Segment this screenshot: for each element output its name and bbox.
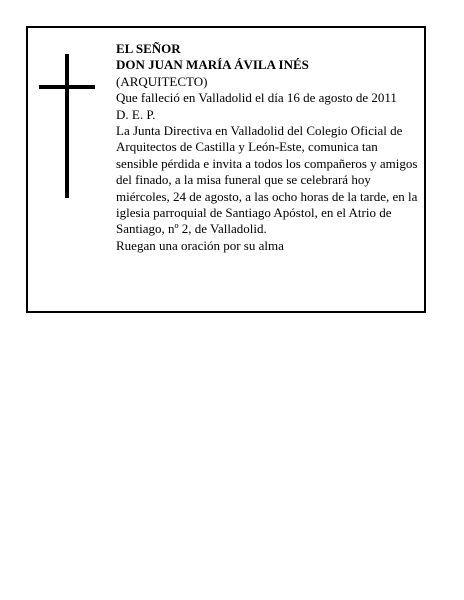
rip-line: D. E. P. <box>116 106 156 122</box>
title-line: EL SEÑOR <box>116 41 181 56</box>
deceased-name: DON JUAN MARÍA ÁVILA INÉS <box>116 57 309 73</box>
cross-icon <box>65 54 69 198</box>
cross-icon-bar <box>39 85 95 89</box>
obituary-notice <box>26 26 426 313</box>
announcement-body: La Junta Directiva en Valladolid del Colegio Oficial de Arquitectos de Castilla y León-Este, comunica tan sensible pérdida e invita a todos los compañeros y amigos del finado, a la misa funeral que se celebrará hoy miércoles, 24 de agosto, a las ocho horas de la tarde, en la iglesia parroquial de Santiago Apóstol, en el Atrio de Santiago, nº 2, de Valladolid. <box>116 123 418 237</box>
closing-line: Ruegan una oración por su alma <box>116 237 284 253</box>
notice-text <box>116 41 422 254</box>
profession: (ARQUITECTO) <box>116 73 208 89</box>
death-statement: Que falleció en Valladolid el día 16 de agosto de 2011 <box>116 90 397 106</box>
